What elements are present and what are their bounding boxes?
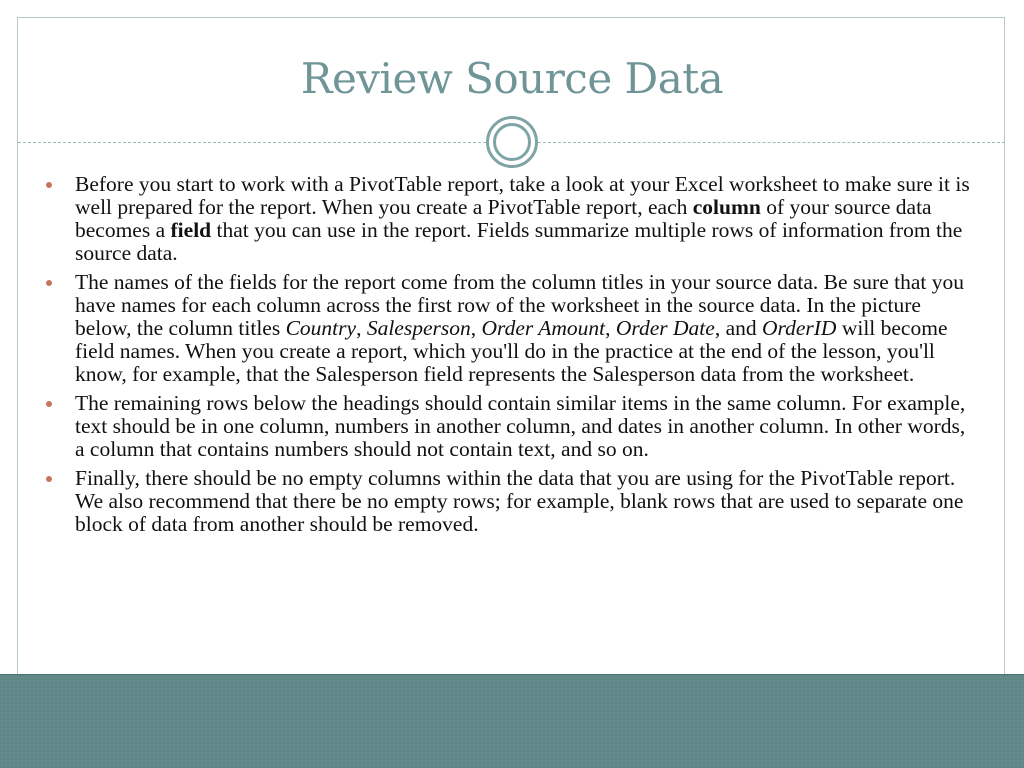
- slide-title: Review Source Data: [300, 54, 724, 103]
- title-divider-right: [538, 142, 1005, 143]
- bullet-text-bold: field: [170, 218, 212, 242]
- bullet-text-italic: Order Date: [615, 316, 715, 340]
- bullet-text: that you can use in the report. Fields summarize multiple rows of information from the source data.: [75, 218, 963, 265]
- title-divider-left: [18, 142, 486, 143]
- bullet-text-italic: Order Amount: [481, 316, 606, 340]
- bullet-dot-icon: [46, 280, 52, 286]
- circle-ornament-inner: [493, 123, 531, 161]
- bullet-dot-icon: [46, 401, 52, 407]
- bullet-text: ,: [470, 316, 482, 340]
- bullet-text: of your source data becomes a: [75, 195, 932, 242]
- bullet-text: The names of the fields for the report come from the column titles in your source data. Be sure that you have names for each column across the first row of the worksheet in the source data. In the picture below, the column titles: [75, 270, 964, 340]
- bullet-dot-icon: [46, 476, 52, 482]
- bullet-paragraph: [46, 173, 976, 265]
- bullet-text-italic: Country: [285, 316, 357, 340]
- bullet-text: ,: [605, 316, 616, 340]
- bullet-text-italic: OrderID: [761, 316, 837, 340]
- bullet-text-italic: Salesperson: [366, 316, 471, 340]
- bullet-text: will become field names. When you create a report, which you'll do in the practice at the end of the lesson, you'll know, for example, that the Salesperson field represents the Salesperson data from the worksheet.: [75, 316, 948, 386]
- bullet-text: , and: [714, 316, 762, 340]
- bullet-text: Finally, there should be no empty columns within the data that you are using for the PivotTable report. We also recommend that there be no empty rows; for example, blank rows that are used to separate one block of data from another should be removed.: [75, 466, 964, 536]
- circle-ornament-icon: [486, 116, 538, 168]
- bullet-text-bold: column: [692, 195, 761, 219]
- bullet-text: Before you start to work with a PivotTable report, take a look at your Excel worksheet to make sure it is well prepared for the report. When you create a PivotTable report, each: [75, 172, 970, 219]
- bullet-text: The remaining rows below the headings should contain similar items in the same column. For example, text should be in one column, numbers in another column, and dates in another column. In other words, a column that contains numbers should not contain text, and so on.: [75, 391, 966, 461]
- bullet-paragraph: [46, 392, 976, 461]
- bullet-paragraph: [46, 467, 976, 536]
- bullet-paragraph: [46, 271, 976, 386]
- slide-body: [46, 173, 976, 542]
- bullet-text: ,: [356, 316, 367, 340]
- footer-band: [0, 674, 1024, 768]
- bullet-dot-icon: [46, 182, 52, 188]
